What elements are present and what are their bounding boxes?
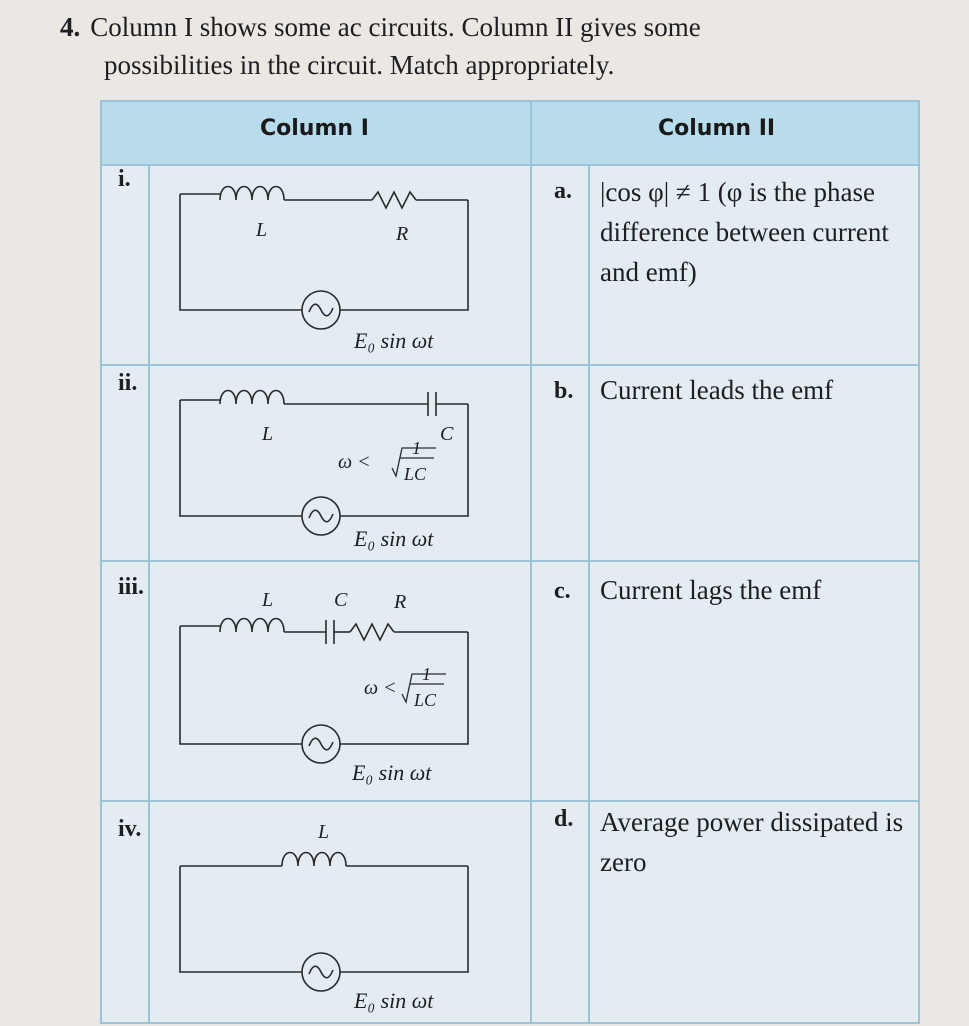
question-number: 4.	[60, 12, 81, 42]
inductor-label: L	[318, 821, 330, 843]
inductor-label: L	[256, 219, 268, 241]
question-text	[60, 8, 940, 84]
option-text: |cos φ| ≠ 1 (φ is the phase difference between current and emf)	[600, 177, 889, 287]
row-label: ii.	[118, 370, 138, 396]
condition-numerator: 1	[412, 438, 421, 458]
row-label: iii.	[118, 574, 145, 600]
grid-line	[588, 164, 590, 1022]
source-label: E₀ sin ωt	[354, 328, 434, 353]
option-label: c.	[554, 578, 571, 604]
row-label: iv.	[118, 816, 142, 842]
resistor-label: R	[394, 591, 407, 613]
source-label: E₀ sin ωt	[352, 760, 432, 785]
condition-numerator: 1	[422, 664, 431, 684]
condition-denominator: LC	[414, 690, 437, 710]
column-2-header: Column II	[658, 116, 776, 141]
condition-omega: ω <	[364, 677, 397, 699]
option-label: a.	[554, 178, 572, 204]
capacitor-label: C	[440, 423, 454, 445]
match-table	[100, 100, 920, 1024]
source-label: E₀ sin ωt	[354, 988, 434, 1013]
source-label: E₀ sin ωt	[354, 526, 434, 551]
condition-denominator: LC	[404, 464, 427, 484]
capacitor-label: C	[334, 589, 348, 611]
question-line-2: possibilities in the circuit. Match appropriately.	[104, 50, 615, 80]
option-text: Current leads the emf	[600, 375, 834, 405]
circuit-diagram-l	[102, 102, 532, 1026]
option-text: Current lags the emf	[600, 575, 822, 605]
question-line-1: Column I shows some ac circuits. Column II gives some	[90, 12, 701, 42]
inductor-label: L	[262, 423, 274, 445]
resistor-label: R	[396, 223, 409, 245]
option-label: b.	[554, 378, 574, 404]
condition-omega: ω <	[338, 451, 371, 473]
row-label: i.	[118, 166, 131, 192]
inductor-label: L	[262, 589, 274, 611]
option-text: Average power dissipated is zero	[600, 807, 904, 877]
column-1-header: Column I	[260, 116, 369, 141]
option-label: d.	[554, 806, 574, 832]
